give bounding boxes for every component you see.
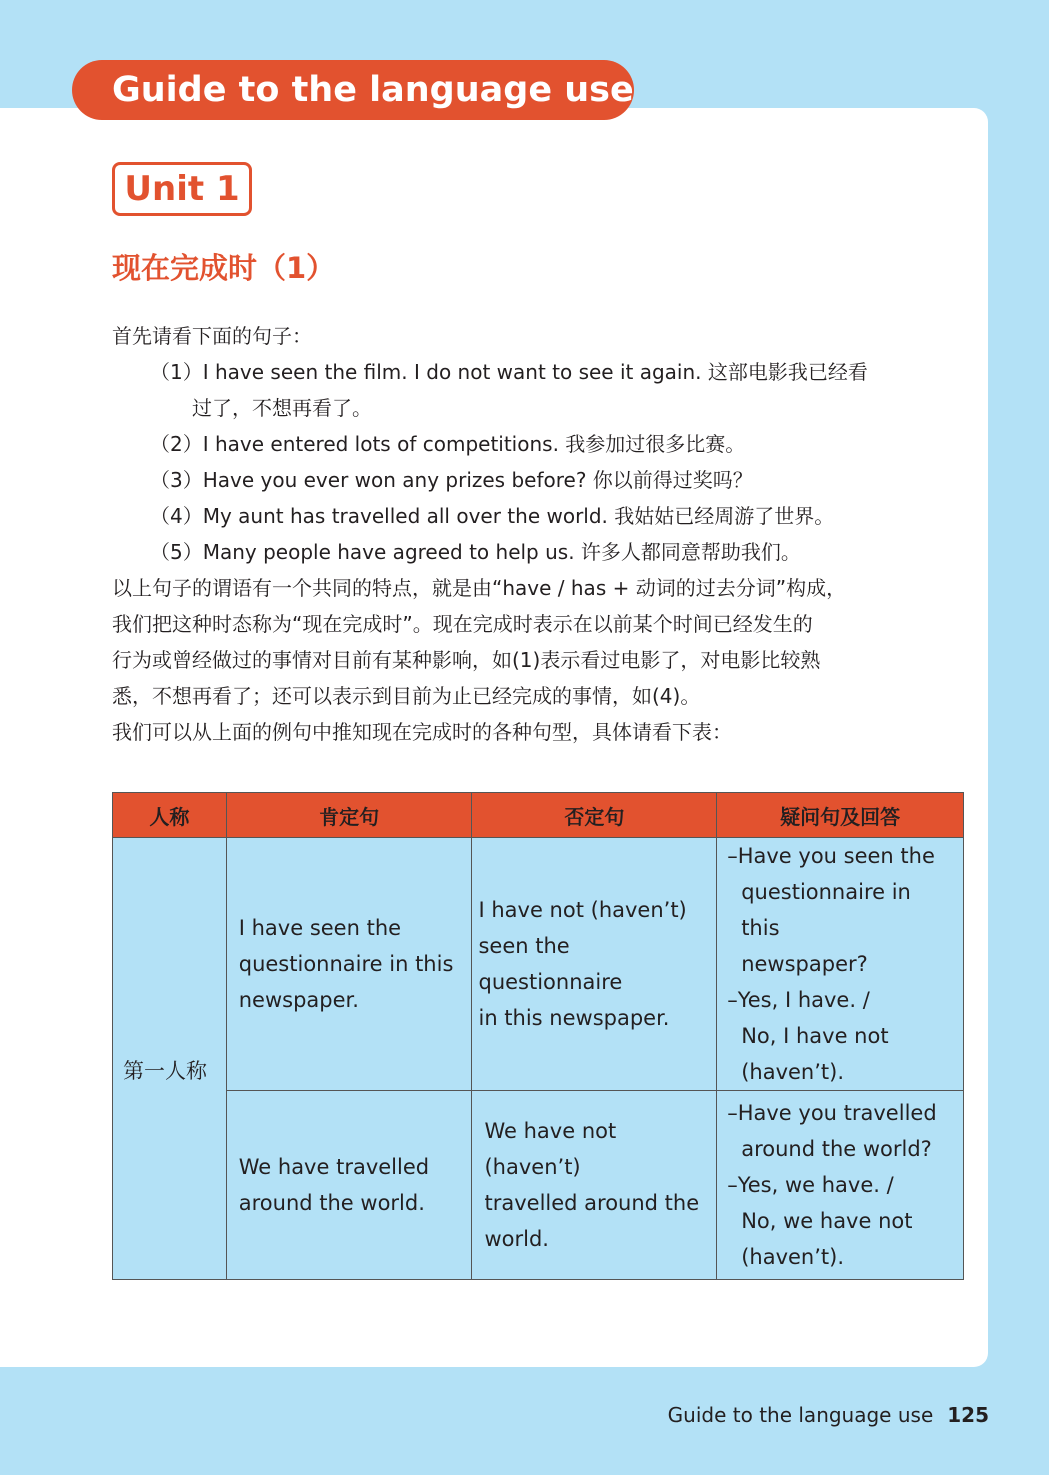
cell-line: We have not (haven’t) bbox=[484, 1119, 617, 1179]
unit-label: Unit 1 bbox=[112, 162, 252, 216]
example-sentence: （2）I have entered lots of competitions. 我参加过很多比赛。 bbox=[150, 432, 746, 456]
cell-line: I have not (haven’t) bbox=[478, 898, 687, 922]
cell-line: I have seen the bbox=[238, 916, 402, 940]
example-sentence: （5）Many people have agreed to help us. 许多人都同意帮助我们。 bbox=[150, 540, 801, 564]
header-person: 人称 bbox=[113, 793, 227, 838]
cell-line: (haven’t). bbox=[741, 1245, 845, 1269]
cell-line: travelled around the bbox=[484, 1191, 700, 1215]
footer-title: Guide to the language use bbox=[667, 1403, 934, 1427]
cell-line: –Have you seen the bbox=[727, 844, 935, 868]
page-footer bbox=[668, 1400, 989, 1430]
question-cell bbox=[717, 838, 964, 1091]
explanation-line: 以上句子的谓语有一个共同的特点，就是由“have / has + 动词的过去分词”构成， bbox=[112, 576, 847, 600]
explanation-line: 我们把这种时态称为“现在完成时”。现在完成时表示在以前某个时间已经发生的 bbox=[112, 612, 813, 636]
explanation-line: 我们可以从上面的例句中推知现在完成时的各种句型，具体请看下表： bbox=[112, 720, 732, 744]
cell-line: in this newspaper. bbox=[478, 1006, 670, 1030]
person-cell bbox=[113, 838, 227, 1280]
section-title: 现在完成时（1） bbox=[112, 251, 336, 285]
negative-cell bbox=[472, 1091, 717, 1280]
question-cell bbox=[717, 1091, 964, 1280]
affirmative-cell bbox=[226, 838, 472, 1091]
cell-line: We have travelled bbox=[238, 1155, 430, 1179]
cell-line: No, I have not bbox=[741, 1024, 889, 1048]
cell-line: –Yes, I have. / bbox=[727, 988, 870, 1012]
intro-text: 首先请看下面的句子： bbox=[112, 324, 312, 348]
person-label: 第一人称 bbox=[123, 1059, 207, 1083]
example-sentence: （3）Have you ever won any prizes before? 你以前得过奖吗？ bbox=[150, 468, 753, 492]
header-affirmative: 肯定句 bbox=[226, 793, 472, 838]
cell-line: around the world? bbox=[741, 1137, 932, 1161]
cell-line: (haven’t). bbox=[741, 1060, 845, 1084]
chapter-banner: Guide to the language use bbox=[72, 60, 634, 120]
cell-line: around the world. bbox=[238, 1191, 425, 1215]
cell-line: newspaper. bbox=[238, 988, 359, 1012]
header-question: 疑问句及回答 bbox=[717, 793, 964, 838]
example-sentence-continued: 过了，不想再看了。 bbox=[192, 396, 372, 420]
table-row bbox=[113, 1091, 964, 1280]
tense-table bbox=[112, 792, 964, 1280]
cell-line: –Yes, we have. / bbox=[727, 1173, 894, 1197]
negative-cell bbox=[472, 838, 717, 1091]
cell-line: questionnaire in this bbox=[741, 880, 911, 940]
example-sentence: （1）I have seen the film. I do not want to see it again. 这部电影我已经看 bbox=[150, 360, 868, 384]
cell-line: No, we have not bbox=[741, 1209, 913, 1233]
body-text bbox=[112, 318, 912, 750]
cell-line: seen the questionnaire bbox=[478, 934, 623, 994]
affirmative-cell bbox=[226, 1091, 472, 1280]
explanation-line: 行为或曾经做过的事情对目前有某种影响，如(1)表示看过电影了，对电影比较熟 bbox=[112, 648, 821, 672]
table-row bbox=[113, 838, 964, 1091]
cell-line: –Have you travelled bbox=[727, 1101, 937, 1125]
cell-line: questionnaire in this bbox=[238, 952, 454, 976]
explanation-line: 悉，不想再看了；还可以表示到目前为止已经完成的事情，如(4)。 bbox=[112, 684, 701, 708]
page-number: 125 bbox=[947, 1403, 989, 1427]
header-negative: 否定句 bbox=[472, 793, 717, 838]
cell-line: world. bbox=[484, 1227, 549, 1251]
table-header-row bbox=[113, 793, 964, 838]
example-sentence: （4）My aunt has travelled all over the world. 我姑姑已经周游了世界。 bbox=[150, 504, 835, 528]
cell-line: newspaper? bbox=[741, 952, 868, 976]
